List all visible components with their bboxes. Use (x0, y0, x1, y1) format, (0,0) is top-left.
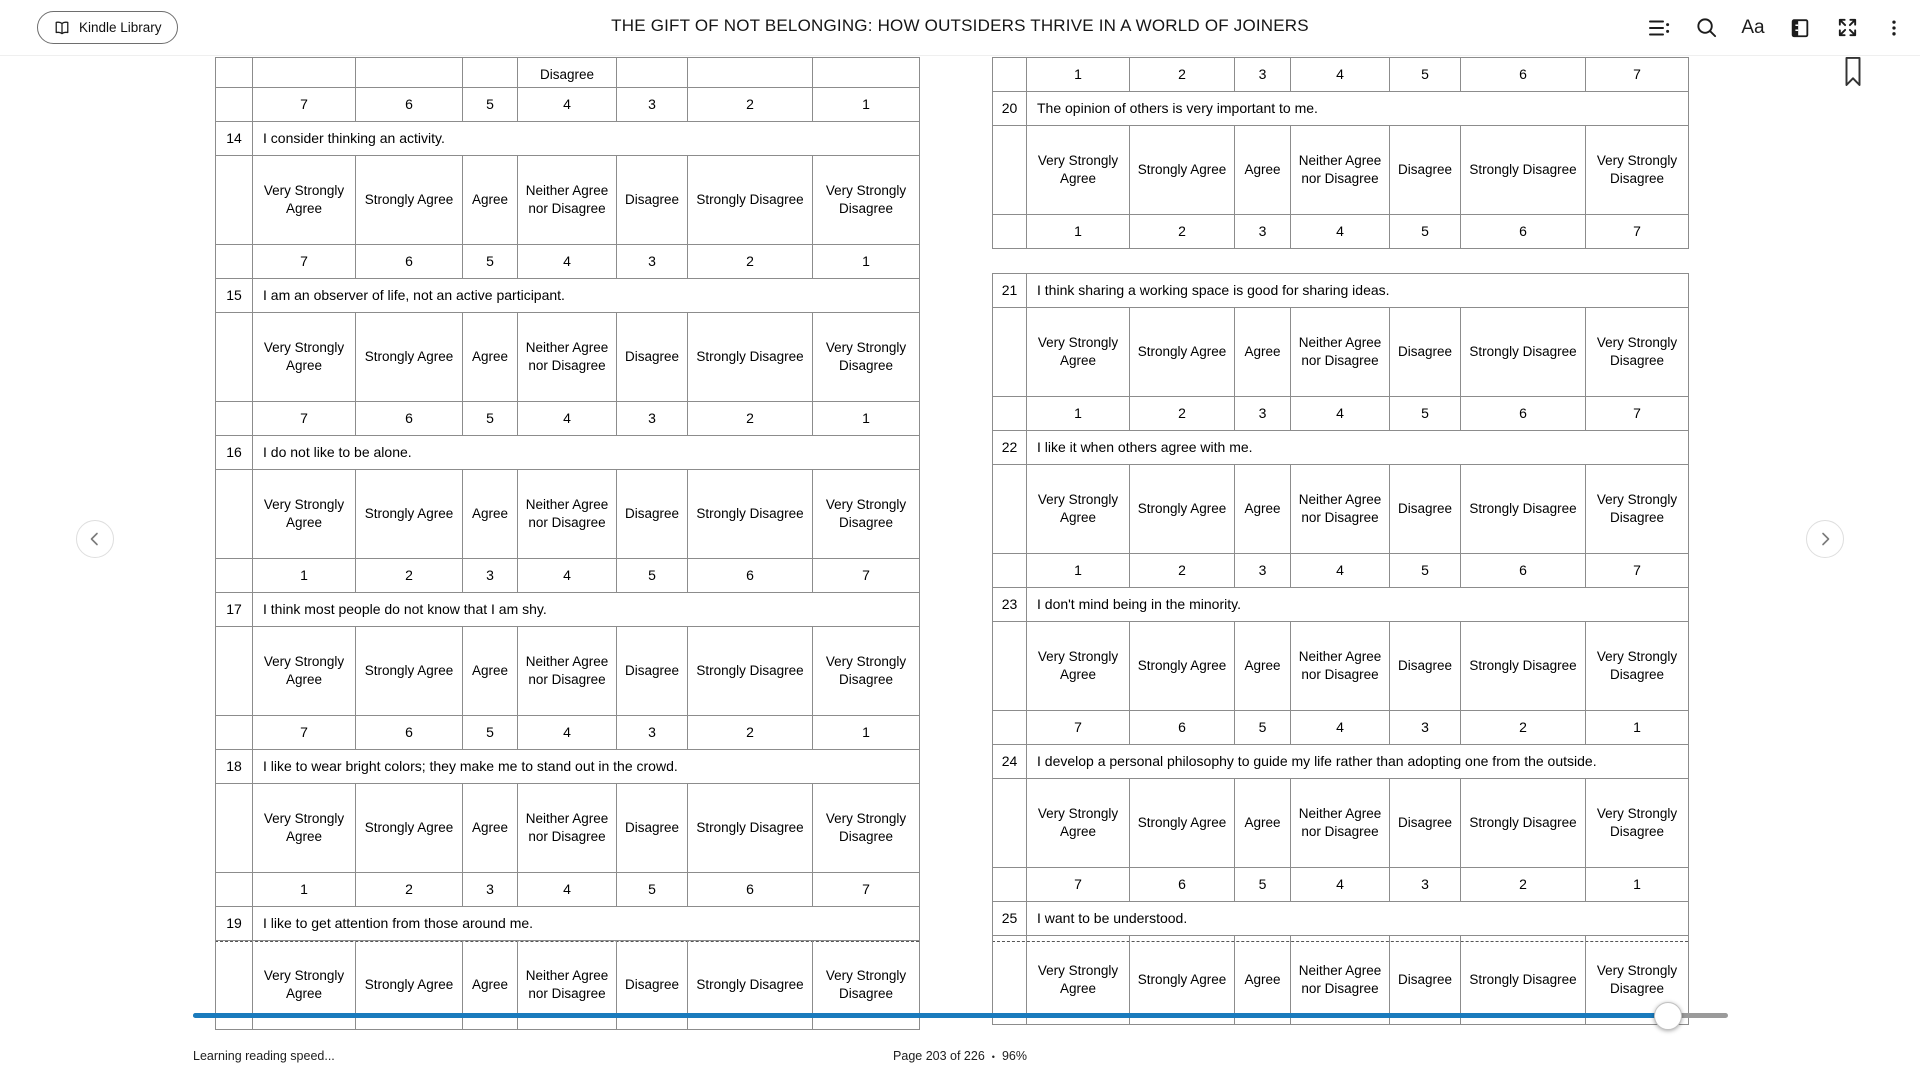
question-number: 24 (993, 745, 1027, 779)
scale-label (813, 58, 920, 88)
page-indicator (893, 1049, 1027, 1063)
scale-value: 5 (1390, 58, 1461, 92)
table-gap (992, 249, 1688, 273)
question-text: I am an observer of life, not an active participant. (253, 279, 920, 313)
question-row (993, 274, 1689, 308)
toc-icon[interactable] (1647, 15, 1671, 41)
question-row (216, 593, 920, 627)
scale-label: Disagree (617, 784, 688, 873)
scale-value: 7 (253, 245, 356, 279)
scale-label: Disagree (1390, 779, 1461, 868)
scale-value: 5 (463, 402, 518, 436)
scale-value: 2 (356, 559, 463, 593)
scale-value: 4 (1291, 711, 1390, 745)
survey-table (992, 57, 1689, 249)
scale-label: Very Strongly Disagree (1586, 308, 1689, 397)
scale-numbers-row (216, 559, 920, 593)
scale-value: 5 (1390, 215, 1461, 249)
scale-value: 2 (1461, 711, 1586, 745)
scale-numbers-row (993, 215, 1689, 249)
page-number-text: Page 203 of 226 (893, 1049, 985, 1063)
scale-label: Very Strongly Agree (1027, 308, 1130, 397)
scale-numbers-row (216, 716, 920, 750)
scale-value: 4 (1291, 215, 1390, 249)
question-text: I think most people do not know that I am shy. (253, 593, 920, 627)
scale-label: Agree (1235, 622, 1291, 711)
question-number: 17 (216, 593, 253, 627)
scale-label: Very Strongly Disagree (1586, 126, 1689, 215)
scale-label: Very Strongly Agree (1027, 465, 1130, 554)
scale-label: Neither Agree nor Disagree (1291, 465, 1390, 554)
question-row (993, 902, 1689, 936)
scale-label: Strongly Agree (356, 470, 463, 559)
scale-label: Disagree (518, 58, 617, 88)
chevron-left-icon (87, 531, 103, 547)
scale-value: 6 (1461, 397, 1586, 431)
scale-value: 1 (1027, 58, 1130, 92)
scale-label: Strongly Disagree (1461, 465, 1586, 554)
scale-value: 4 (1291, 868, 1390, 902)
scale-numbers-row (993, 397, 1689, 431)
question-text: I consider thinking an activity. (253, 122, 920, 156)
scale-label: Very Strongly Disagree (813, 313, 920, 402)
scale-header-row (993, 779, 1689, 868)
scale-label: Very Strongly Disagree (813, 941, 920, 1030)
scale-value: 2 (356, 873, 463, 907)
fullscreen-icon[interactable] (1835, 15, 1859, 41)
scale-label: Agree (463, 784, 518, 873)
scale-label: Agree (463, 470, 518, 559)
scale-label: Disagree (617, 627, 688, 716)
scale-label: Strongly Disagree (1461, 308, 1586, 397)
scale-label: Neither Agree nor Disagree (518, 156, 617, 245)
book-title: THE GIFT OF NOT BELONGING: HOW OUTSIDERS THRIVE IN A WORLD OF JOINERS (611, 16, 1309, 35)
scale-label: Neither Agree nor Disagree (1291, 622, 1390, 711)
scale-label: Strongly Disagree (688, 784, 813, 873)
question-number: 25 (993, 902, 1027, 936)
scale-value: 4 (518, 716, 617, 750)
scale-value: 5 (463, 245, 518, 279)
scale-value: 1 (1027, 397, 1130, 431)
scale-header-row (216, 313, 920, 402)
scale-label: Disagree (617, 941, 688, 1030)
question-number: 14 (216, 122, 253, 156)
question-text: I like it when others agree with me. (1027, 431, 1689, 465)
scale-value: 5 (1390, 554, 1461, 588)
more-menu-icon[interactable] (1882, 15, 1906, 41)
scale-label: Very Strongly Disagree (813, 156, 920, 245)
scale-label: Strongly Disagree (1461, 622, 1586, 711)
kindle-library-label: Kindle Library (79, 20, 162, 35)
top-toolbar (0, 0, 1920, 56)
toolbar-icon-group (1647, 0, 1906, 55)
scale-numbers-row (993, 868, 1689, 902)
scale-label: Strongly Agree (356, 313, 463, 402)
scale-numbers-row (216, 402, 920, 436)
reading-progress-track[interactable] (193, 1013, 1728, 1018)
scale-value: 7 (1027, 868, 1130, 902)
scale-value: 4 (518, 559, 617, 593)
scale-label: Agree (1235, 126, 1291, 215)
scale-label: Agree (463, 156, 518, 245)
scale-label: Very Strongly Agree (253, 627, 356, 716)
scale-label: Strongly Agree (356, 156, 463, 245)
scale-label: Disagree (1390, 308, 1461, 397)
scale-label: Disagree (1390, 126, 1461, 215)
reading-progress-fill (193, 1013, 1667, 1018)
scale-value: 1 (813, 245, 920, 279)
scale-header-row (993, 936, 1689, 1025)
scale-label: Strongly Disagree (1461, 779, 1586, 868)
scale-value: 5 (1235, 711, 1291, 745)
question-number: 22 (993, 431, 1027, 465)
scale-numbers-row (216, 873, 920, 907)
scale-value: 7 (813, 873, 920, 907)
scale-value: 7 (1586, 58, 1689, 92)
scale-numbers-row (993, 711, 1689, 745)
scale-value: 7 (1586, 554, 1689, 588)
page-column-right (992, 57, 1688, 996)
question-row (216, 279, 920, 313)
scale-value: 6 (356, 245, 463, 279)
scale-value: 5 (1390, 397, 1461, 431)
question-number: 21 (993, 274, 1027, 308)
scale-label: Very Strongly Disagree (1586, 936, 1689, 1025)
scale-value: 4 (518, 873, 617, 907)
scale-label: Strongly Disagree (688, 313, 813, 402)
scale-value: 6 (1461, 554, 1586, 588)
previous-page-button[interactable] (76, 520, 114, 558)
question-text: I don't mind being in the minority. (1027, 588, 1689, 622)
scale-value: 3 (617, 402, 688, 436)
question-row (993, 588, 1689, 622)
scale-header-row (993, 622, 1689, 711)
scale-value: 4 (1291, 58, 1390, 92)
search-icon[interactable] (1694, 15, 1718, 41)
question-number: 15 (216, 279, 253, 313)
scale-label: Very Strongly Agree (253, 156, 356, 245)
question-number: 23 (993, 588, 1027, 622)
scale-label: Very Strongly Disagree (813, 470, 920, 559)
scale-value: 4 (518, 402, 617, 436)
scale-value: 1 (253, 559, 356, 593)
scale-header-row (216, 784, 920, 873)
question-row (216, 750, 920, 784)
scale-value: 7 (813, 559, 920, 593)
scale-value: 2 (1130, 58, 1235, 92)
scale-value: 2 (688, 88, 813, 122)
scale-value: 3 (1235, 397, 1291, 431)
scale-label: Strongly Disagree (688, 941, 813, 1030)
scale-value: 2 (1130, 554, 1235, 588)
scale-value: 1 (1027, 554, 1130, 588)
scale-value: 1 (253, 873, 356, 907)
scale-label: Very Strongly Disagree (1586, 465, 1689, 554)
scale-value: 4 (1291, 554, 1390, 588)
scale-label: Very Strongly Agree (1027, 622, 1130, 711)
scale-value: 2 (688, 245, 813, 279)
scale-label: Strongly Agree (1130, 779, 1235, 868)
scale-value: 3 (617, 245, 688, 279)
chevron-right-icon (1817, 531, 1833, 547)
scale-label: Very Strongly Agree (253, 470, 356, 559)
question-row (216, 436, 920, 470)
scale-label: Very Strongly Disagree (1586, 622, 1689, 711)
scale-value: 3 (1235, 215, 1291, 249)
scale-label: Neither Agree nor Disagree (1291, 936, 1390, 1025)
scale-value: 5 (1235, 868, 1291, 902)
scale-label (356, 58, 463, 88)
survey-table (992, 273, 1689, 1025)
scale-value: 3 (1235, 58, 1291, 92)
question-text: I like to wear bright colors; they make me to stand out in the crowd. (253, 750, 920, 784)
scale-value: 6 (1461, 58, 1586, 92)
reading-speed-status: Learning reading speed... (193, 1049, 335, 1063)
question-number: 18 (216, 750, 253, 784)
scale-value: 3 (617, 716, 688, 750)
scale-header-row (216, 470, 920, 559)
scale-label: Strongly Agree (1130, 308, 1235, 397)
scale-value: 6 (1130, 868, 1235, 902)
scale-value: 3 (463, 559, 518, 593)
clipped-header-row (216, 58, 920, 88)
question-number: 19 (216, 907, 253, 941)
scale-value: 1 (813, 402, 920, 436)
scale-label: Very Strongly Agree (1027, 936, 1130, 1025)
question-text: The opinion of others is very important to me. (1027, 92, 1689, 126)
scale-value: 3 (463, 873, 518, 907)
scale-label: Strongly Disagree (1461, 936, 1586, 1025)
font-settings-label: Aa (1741, 17, 1765, 38)
scale-numbers-row (216, 245, 920, 279)
question-row (993, 745, 1689, 779)
scale-value: 6 (1461, 215, 1586, 249)
scale-header-row (993, 126, 1689, 215)
scale-label: Agree (1235, 308, 1291, 397)
scale-label: Very Strongly Agree (1027, 779, 1130, 868)
scale-label: Agree (463, 313, 518, 402)
scale-value: 6 (356, 402, 463, 436)
scale-label (253, 58, 356, 88)
scale-label: Strongly Disagree (688, 470, 813, 559)
scale-value: 1 (1586, 868, 1689, 902)
dot-separator: • (991, 1051, 995, 1062)
scale-header-row (993, 465, 1689, 554)
bookmark-icon[interactable] (1840, 52, 1870, 92)
question-text: I think sharing a working space is good for sharing ideas. (1027, 274, 1689, 308)
scale-value: 1 (1586, 711, 1689, 745)
survey-table (215, 57, 920, 1030)
scale-label: Very Strongly Agree (253, 784, 356, 873)
scale-value: 1 (1027, 215, 1130, 249)
scale-value: 1 (813, 88, 920, 122)
scale-header-row (216, 156, 920, 245)
scale-label: Agree (1235, 465, 1291, 554)
scale-value: 5 (463, 88, 518, 122)
percent-read-text: 96% (1001, 1049, 1027, 1063)
scale-label: Disagree (1390, 936, 1461, 1025)
scale-label (617, 58, 688, 88)
scale-value: 6 (688, 559, 813, 593)
page-layout-icon[interactable] (1788, 15, 1812, 41)
scale-value: 2 (1130, 397, 1235, 431)
scale-value: 6 (688, 873, 813, 907)
scale-label: Very Strongly Disagree (813, 784, 920, 873)
scale-value: 5 (617, 559, 688, 593)
scale-label: Agree (1235, 936, 1291, 1025)
scale-value: 7 (253, 402, 356, 436)
font-settings-button[interactable] (1741, 15, 1765, 41)
scale-value: 1 (813, 716, 920, 750)
scale-value: 3 (1390, 711, 1461, 745)
scale-value: 3 (1390, 868, 1461, 902)
scale-label: Neither Agree nor Disagree (518, 470, 617, 559)
scale-label: Very Strongly Disagree (813, 627, 920, 716)
question-text: I develop a personal philosophy to guide my life rather than adopting one from the outside. (1027, 745, 1689, 779)
question-row (216, 122, 920, 156)
scale-label (688, 58, 813, 88)
scale-label: Strongly Disagree (1461, 126, 1586, 215)
scale-value: 6 (1130, 711, 1235, 745)
scale-value: 4 (1291, 397, 1390, 431)
scale-label: Neither Agree nor Disagree (518, 941, 617, 1030)
scale-value: 2 (688, 402, 813, 436)
question-row (216, 907, 920, 941)
scale-label: Strongly Agree (356, 941, 463, 1030)
scale-value: 7 (1586, 215, 1689, 249)
scale-label: Strongly Disagree (688, 156, 813, 245)
scale-numbers-row (993, 58, 1689, 92)
scale-label: Disagree (617, 470, 688, 559)
scale-label: Strongly Agree (1130, 936, 1235, 1025)
scale-label: Strongly Agree (356, 784, 463, 873)
scale-label (463, 58, 518, 88)
scale-label: Neither Agree nor Disagree (518, 627, 617, 716)
scale-label: Very Strongly Disagree (1586, 779, 1689, 868)
scale-label: Strongly Agree (356, 627, 463, 716)
scale-label: Very Strongly Agree (253, 313, 356, 402)
page-column-left (215, 57, 919, 1001)
scale-label: Disagree (1390, 465, 1461, 554)
scale-value: 7 (1586, 397, 1689, 431)
scale-value: 2 (1130, 215, 1235, 249)
scale-label: Disagree (1390, 622, 1461, 711)
scale-label: Disagree (617, 313, 688, 402)
scale-value: 7 (253, 88, 356, 122)
question-row (993, 431, 1689, 465)
scale-header-row (993, 308, 1689, 397)
question-number: 20 (993, 92, 1027, 126)
scale-label: Neither Agree nor Disagree (518, 313, 617, 402)
scale-label: Agree (463, 627, 518, 716)
question-text: I like to get attention from those around me. (253, 907, 920, 941)
scale-numbers-row (216, 88, 920, 122)
question-text: I do not like to be alone. (253, 436, 920, 470)
scale-value: 7 (1027, 711, 1130, 745)
scale-label: Neither Agree nor Disagree (1291, 126, 1390, 215)
scale-value: 3 (1235, 554, 1291, 588)
question-number: 16 (216, 436, 253, 470)
scale-label: Neither Agree nor Disagree (1291, 308, 1390, 397)
scale-label: Strongly Agree (1130, 126, 1235, 215)
scale-label: Agree (463, 941, 518, 1030)
scale-value: 5 (617, 873, 688, 907)
scale-label: Neither Agree nor Disagree (518, 784, 617, 873)
open-book-icon (53, 19, 71, 37)
scale-label: Agree (1235, 779, 1291, 868)
scale-label: Neither Agree nor Disagree (1291, 779, 1390, 868)
scale-label: Very Strongly Agree (1027, 126, 1130, 215)
kindle-library-button[interactable] (37, 11, 178, 44)
scale-value: 7 (253, 716, 356, 750)
scale-value: 5 (463, 716, 518, 750)
reading-progress-handle[interactable] (1654, 1002, 1682, 1030)
scale-label: Strongly Agree (1130, 465, 1235, 554)
scale-header-row (216, 627, 920, 716)
question-text: I want to be understood. (1027, 902, 1689, 936)
scale-label: Strongly Disagree (688, 627, 813, 716)
scale-value: 2 (688, 716, 813, 750)
scale-label: Disagree (617, 156, 688, 245)
scale-value: 6 (356, 88, 463, 122)
scale-value: 2 (1461, 868, 1586, 902)
scale-value: 4 (518, 245, 617, 279)
scale-value: 4 (518, 88, 617, 122)
scale-label: Very Strongly Agree (253, 941, 356, 1030)
scale-value: 3 (617, 88, 688, 122)
scale-value: 6 (356, 716, 463, 750)
scale-label: Strongly Agree (1130, 622, 1235, 711)
next-page-button[interactable] (1806, 520, 1844, 558)
question-row (993, 92, 1689, 126)
scale-numbers-row (993, 554, 1689, 588)
